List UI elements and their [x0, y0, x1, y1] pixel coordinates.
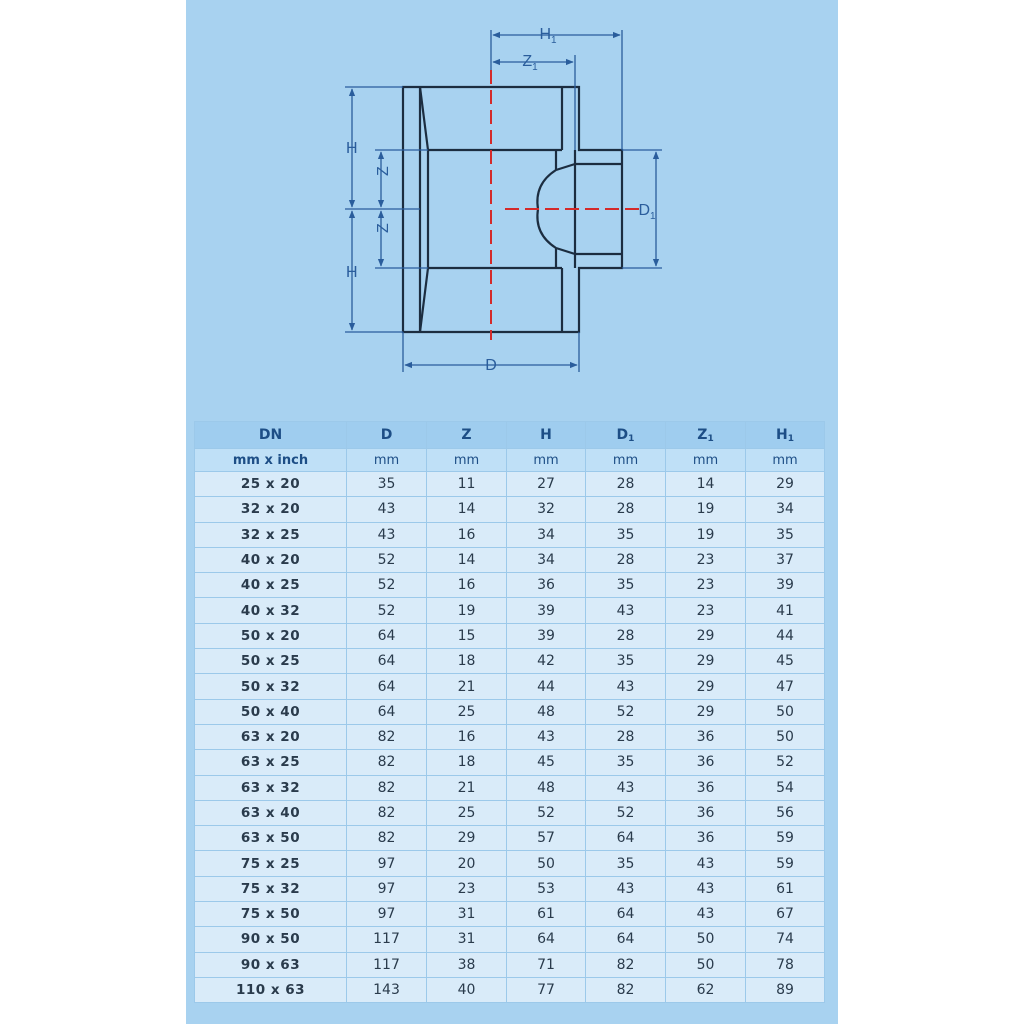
cell-value: 97: [347, 851, 427, 876]
label-z-top: Z: [375, 166, 392, 176]
cell-value: 31: [427, 902, 507, 927]
cell-value: 50: [666, 927, 746, 952]
cell-value: 39: [746, 573, 825, 598]
cell-value: 52: [347, 598, 427, 623]
cell-value: 78: [746, 952, 825, 977]
table-row: [195, 851, 825, 876]
cell-value: 35: [586, 522, 666, 547]
cell-value: 36: [507, 573, 586, 598]
cell-value: 52: [347, 573, 427, 598]
cell-dn: 25 x 20: [195, 472, 347, 497]
cell-value: 53: [507, 876, 586, 901]
cell-dn: 50 x 20: [195, 623, 347, 648]
cell-value: 47: [746, 674, 825, 699]
cell-value: 64: [507, 927, 586, 952]
table-row: [195, 573, 825, 598]
cell-value: 43: [586, 775, 666, 800]
column-header-label: H: [540, 427, 552, 443]
cell-value: 143: [347, 977, 427, 1002]
column-header: [195, 422, 347, 449]
cell-value: 67: [746, 902, 825, 927]
cell-value: 52: [586, 800, 666, 825]
cell-value: 21: [427, 674, 507, 699]
table-row: [195, 497, 825, 522]
cell-dn: 63 x 20: [195, 724, 347, 749]
table-row: [195, 902, 825, 927]
cell-value: 28: [586, 724, 666, 749]
cell-value: 82: [586, 977, 666, 1002]
column-unit: mm x inch: [195, 449, 347, 472]
table-row: [195, 598, 825, 623]
column-unit: mm: [586, 449, 666, 472]
cell-dn: 50 x 32: [195, 674, 347, 699]
table-row: [195, 472, 825, 497]
cell-value: 82: [347, 826, 427, 851]
table-row: [195, 724, 825, 749]
cell-value: 21: [427, 775, 507, 800]
cell-value: 14: [666, 472, 746, 497]
cell-value: 82: [586, 952, 666, 977]
cell-value: 19: [666, 497, 746, 522]
cell-value: 25: [427, 800, 507, 825]
cell-dn: 40 x 20: [195, 547, 347, 572]
cell-dn: 75 x 25: [195, 851, 347, 876]
cell-dn: 90 x 63: [195, 952, 347, 977]
cell-dn: 63 x 40: [195, 800, 347, 825]
column-header: [666, 422, 746, 449]
cell-dn: 63 x 25: [195, 750, 347, 775]
cell-value: 43: [666, 902, 746, 927]
dimensions-table: [194, 421, 825, 1003]
cell-value: 23: [427, 876, 507, 901]
cell-value: 35: [586, 573, 666, 598]
column-header: [427, 422, 507, 449]
cell-value: 89: [746, 977, 825, 1002]
column-unit: mm: [427, 449, 507, 472]
table-row: [195, 699, 825, 724]
cell-value: 64: [586, 826, 666, 851]
cell-value: 32: [507, 497, 586, 522]
cell-value: 64: [586, 902, 666, 927]
cell-value: 36: [666, 775, 746, 800]
table-body: [195, 472, 825, 1003]
cell-value: 52: [586, 699, 666, 724]
cell-dn: 75 x 32: [195, 876, 347, 901]
cell-value: 43: [586, 674, 666, 699]
cell-value: 31: [427, 927, 507, 952]
cell-value: 29: [427, 826, 507, 851]
label-h-bottom: H: [346, 264, 358, 281]
cell-value: 28: [586, 547, 666, 572]
column-header: [507, 422, 586, 449]
label-z1: $Z_1$: [522, 53, 538, 73]
table-row: [195, 649, 825, 674]
cell-value: 48: [507, 775, 586, 800]
cell-value: 16: [427, 724, 507, 749]
cell-value: 29: [666, 699, 746, 724]
cell-value: 23: [666, 598, 746, 623]
cell-value: 42: [507, 649, 586, 674]
cell-value: 50: [746, 724, 825, 749]
cell-value: 117: [347, 952, 427, 977]
cell-value: 35: [746, 522, 825, 547]
cell-value: 29: [746, 472, 825, 497]
cell-value: 18: [427, 649, 507, 674]
label-h1: $H_1$: [539, 26, 557, 46]
cell-value: 64: [347, 649, 427, 674]
cell-value: 29: [666, 623, 746, 648]
cell-value: 14: [427, 547, 507, 572]
cell-value: 25: [427, 699, 507, 724]
cell-value: 54: [746, 775, 825, 800]
cell-value: 44: [746, 623, 825, 648]
cell-value: 59: [746, 851, 825, 876]
table-header-row: [195, 422, 825, 449]
cell-value: 23: [666, 547, 746, 572]
cell-value: 39: [507, 598, 586, 623]
cell-value: 43: [586, 876, 666, 901]
column-header: [746, 422, 825, 449]
cell-value: 50: [666, 952, 746, 977]
cell-value: 48: [507, 699, 586, 724]
cell-value: 35: [586, 750, 666, 775]
column-unit: mm: [507, 449, 586, 472]
table-row: [195, 927, 825, 952]
cell-value: 64: [347, 674, 427, 699]
column-unit: mm: [347, 449, 427, 472]
cell-value: 36: [666, 826, 746, 851]
column-header-label: D: [380, 427, 393, 443]
cell-value: 97: [347, 902, 427, 927]
cell-value: 16: [427, 573, 507, 598]
table-row: [195, 876, 825, 901]
column-header: [347, 422, 427, 449]
cell-value: 18: [427, 750, 507, 775]
cell-value: 62: [666, 977, 746, 1002]
column-header-subscript: 1: [787, 433, 794, 444]
cell-value: 61: [746, 876, 825, 901]
cell-value: 77: [507, 977, 586, 1002]
cell-value: 43: [507, 724, 586, 749]
column-unit: mm: [746, 449, 825, 472]
cell-dn: 75 x 50: [195, 902, 347, 927]
cell-value: 45: [507, 750, 586, 775]
cell-value: 16: [427, 522, 507, 547]
table-row: [195, 623, 825, 648]
label-d: D: [485, 357, 497, 374]
cell-value: 35: [586, 649, 666, 674]
cell-value: 74: [746, 927, 825, 952]
cell-value: 64: [347, 699, 427, 724]
cell-value: 36: [666, 724, 746, 749]
cell-value: 59: [746, 826, 825, 851]
cell-dn: 50 x 40: [195, 699, 347, 724]
cell-value: 35: [586, 851, 666, 876]
cell-value: 14: [427, 497, 507, 522]
column-header-label: Z: [697, 426, 708, 443]
cell-value: 82: [347, 800, 427, 825]
cell-value: 40: [427, 977, 507, 1002]
cell-value: 52: [507, 800, 586, 825]
column-header: [586, 422, 666, 449]
cell-value: 52: [746, 750, 825, 775]
cell-value: 57: [507, 826, 586, 851]
cell-dn: 110 x 63: [195, 977, 347, 1002]
table-row: [195, 826, 825, 851]
cell-value: 71: [507, 952, 586, 977]
cell-value: 61: [507, 902, 586, 927]
cell-value: 29: [666, 649, 746, 674]
cell-value: 28: [586, 497, 666, 522]
cell-value: 27: [507, 472, 586, 497]
label-d1: $D_1$: [638, 202, 656, 222]
table-row: [195, 977, 825, 1002]
cell-dn: 40 x 25: [195, 573, 347, 598]
cell-dn: 32 x 20: [195, 497, 347, 522]
cell-value: 19: [666, 522, 746, 547]
cell-value: 38: [427, 952, 507, 977]
dimension-lines: [345, 30, 662, 372]
cell-value: 37: [746, 547, 825, 572]
cell-value: 43: [347, 497, 427, 522]
table-row: [195, 800, 825, 825]
cell-value: 39: [507, 623, 586, 648]
cell-dn: 63 x 32: [195, 775, 347, 800]
cell-value: 43: [666, 876, 746, 901]
cell-dn: 63 x 50: [195, 826, 347, 851]
cell-value: 56: [746, 800, 825, 825]
column-header-label: Z: [461, 427, 472, 443]
cell-value: 11: [427, 472, 507, 497]
cell-value: 15: [427, 623, 507, 648]
cell-value: 82: [347, 724, 427, 749]
cell-value: 23: [666, 573, 746, 598]
cell-dn: 40 x 32: [195, 598, 347, 623]
cell-value: 29: [666, 674, 746, 699]
cell-value: 117: [347, 927, 427, 952]
tee-fitting-drawing: [0, 0, 1024, 420]
cell-value: 97: [347, 876, 427, 901]
cell-value: 34: [507, 547, 586, 572]
cell-value: 34: [507, 522, 586, 547]
cell-value: 20: [427, 851, 507, 876]
cell-value: 19: [427, 598, 507, 623]
cell-value: 43: [347, 522, 427, 547]
cell-value: 36: [666, 750, 746, 775]
cell-value: 45: [746, 649, 825, 674]
column-header-subscript: 1: [628, 433, 635, 444]
centerlines: [491, 70, 640, 340]
cell-value: 82: [347, 750, 427, 775]
table-row: [195, 750, 825, 775]
cell-value: 50: [746, 699, 825, 724]
cell-value: 28: [586, 472, 666, 497]
cell-value: 44: [507, 674, 586, 699]
table-row: [195, 674, 825, 699]
cell-value: 43: [586, 598, 666, 623]
cell-value: 28: [586, 623, 666, 648]
cell-dn: 50 x 25: [195, 649, 347, 674]
cell-value: 36: [666, 800, 746, 825]
label-z-bottom: Z: [375, 223, 392, 233]
cell-value: 34: [746, 497, 825, 522]
cell-value: 52: [347, 547, 427, 572]
cell-value: 64: [586, 927, 666, 952]
column-header-label: DN: [258, 427, 283, 443]
cell-value: 82: [347, 775, 427, 800]
cell-dn: 90 x 50: [195, 927, 347, 952]
cell-value: 35: [347, 472, 427, 497]
table-units-row: [195, 449, 825, 472]
column-header-label: H: [776, 426, 788, 443]
table-row: [195, 522, 825, 547]
cell-value: 43: [666, 851, 746, 876]
label-h-top: H: [346, 140, 358, 157]
column-header-label: D: [616, 426, 629, 443]
column-unit: mm: [666, 449, 746, 472]
table-row: [195, 952, 825, 977]
cell-value: 41: [746, 598, 825, 623]
cell-value: 50: [507, 851, 586, 876]
cell-dn: 32 x 25: [195, 522, 347, 547]
cell-value: 64: [347, 623, 427, 648]
table-row: [195, 775, 825, 800]
table-row: [195, 547, 825, 572]
column-header-subscript: 1: [707, 433, 714, 444]
